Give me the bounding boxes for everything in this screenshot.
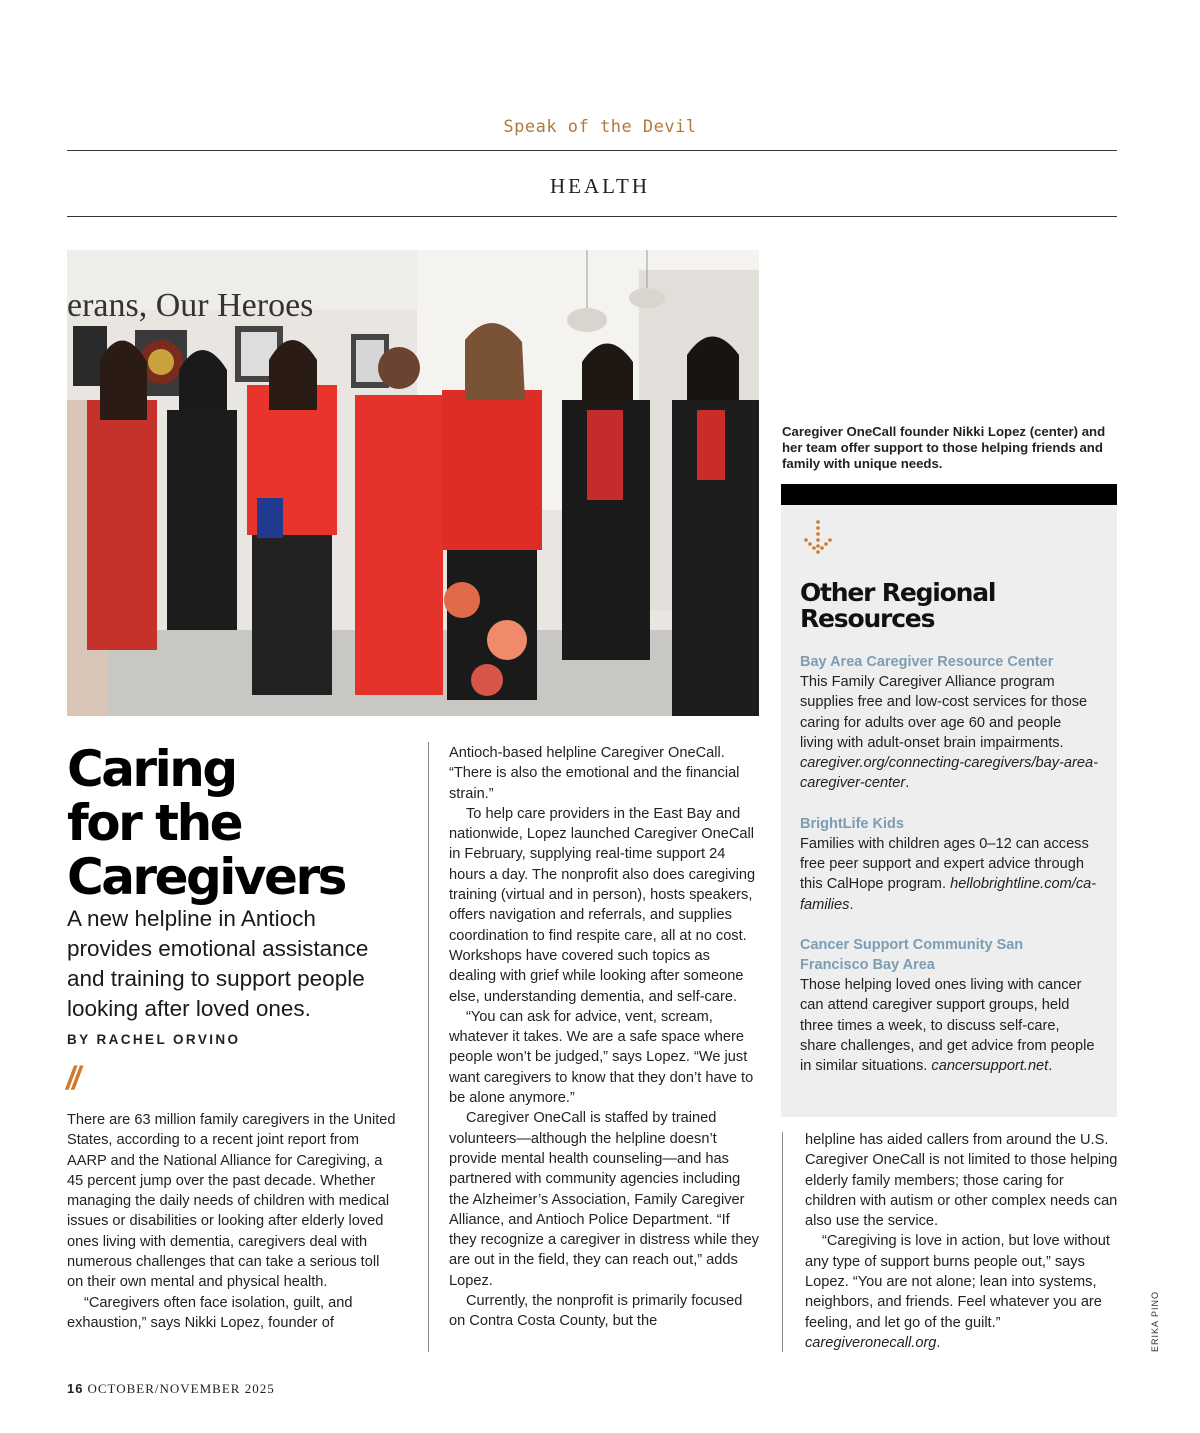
resource-item: [800, 814, 1098, 915]
byline: BY RACHEL ORVINO: [67, 1032, 241, 1047]
section-label: HEALTH: [549, 174, 651, 198]
article-link[interactable]: caregiveronecall.org: [805, 1334, 937, 1351]
article-column-2: [449, 743, 759, 1332]
photo-wall-text: erans, Our Heroes: [67, 287, 314, 324]
photo-credit: ERIKA PINO: [1150, 1290, 1160, 1352]
article-headline: Caring for the Caregivers: [67, 740, 345, 906]
resource-name: Cancer Support Community San Francisco Bay Area: [800, 936, 1024, 973]
article-column-1: [67, 1110, 397, 1333]
resource-description: Families with children ages 0–12 can access free peer support and expert advice through this CalHope program. hellobrightline.com/ca-families.: [800, 835, 1097, 913]
paragraph: There are 63 million family caregivers in the United States, according to a recent joint report from AARP and the National Alliance for Caregiving, a 45 percent jump over the past decade. Whether managing the daily needs of children with medical issues or disabilities or looking after elderly loved ones living with dementia, caregivers deal with numerous challenges that can take a serious toll on their own mental and physical health.: [67, 1112, 396, 1291]
dotted-arrow-down-icon: [802, 519, 834, 559]
resource-link[interactable]: cancersupport.net: [931, 1058, 1049, 1075]
slashes-ornament: //: [66, 1060, 78, 1096]
resource-link[interactable]: caregiver.org/connecting-caregivers/bay-area-caregiver-center: [800, 755, 1098, 792]
sidebar-top-bar: [781, 484, 1117, 505]
sidebar-title: Other Regional Resources: [800, 578, 996, 633]
article-column-3: helpline has aided callers from around the U.S. Caregiver OneCall is not limited to those helping elderly family members; those caring for children with autism or other complex needs can also use the service. “Caregiving is love in action, but love without any type of support burns people out,” says Lopez. “You are not alone; lean into systems, neighbors, and friends. Feel whatever you are feeling, and let go of the guilt.” caregiveronecall.org.: [805, 1132, 1118, 1351]
resource-description: This Family Caregiver Alliance program supplies free and low-cost services for those caring for adults over age 60 and people living with adult-onset brain impairments. caregiver.org/connecting-caregivers/bay-area-caregiver-center.: [800, 674, 1098, 792]
resource-item: [800, 935, 1098, 1076]
paragraph: helpline has aided callers from around the U.S. Caregiver OneCall is not limited to those helping elderly family members; those caring for children with autism or other complex needs can also use the service.: [805, 1132, 1118, 1230]
paragraph: Antioch-based helpline Caregiver OneCall. “There is also the emotional and the financial strain.”: [449, 745, 740, 802]
page-number: 16: [67, 1381, 84, 1396]
column-divider: [428, 742, 429, 1352]
resources-sidebar: [781, 505, 1117, 1117]
section-rule: [67, 216, 1117, 217]
article-dek: A new helpline in Antioch provides emotional assistance and training to support people looking after loved ones.: [67, 906, 369, 1021]
resource-name: Bay Area Caregiver Resource Center: [800, 654, 1054, 670]
paragraph: Caregiver OneCall is staffed by trained volunteers—although the helpline doesn’t provide mental health counseling—and has partnered with community agencies including the Alzheimer’s Association, Family Caregiver Alliance, and Antioch Police Department. “If they recognize a caregiver in distress while they are out in the field, they can reach out,” adds Lopez.: [449, 1110, 759, 1289]
issue-date: OCTOBER/NOVEMBER 2025: [87, 1381, 275, 1396]
column-divider: [782, 1132, 783, 1352]
resource-name: BrightLife Kids: [800, 815, 904, 832]
folio: [67, 1381, 275, 1397]
team-photo: [67, 250, 759, 716]
kicker: Speak of the Devil: [503, 117, 697, 137]
paragraph: “Caregivers often face isolation, guilt, and exhaustion,” says Nikki Lopez, founder of: [67, 1294, 353, 1331]
resource-link[interactable]: hellobrightline.com/ca-families: [800, 876, 1097, 913]
resource-description: Those helping loved ones living with cancer can attend caregiver support groups, held three times a week, to discuss self-care, share challenges, and get advice from people in similar situations. cancersupport.net.: [800, 976, 1095, 1075]
paragraph: “Caregiving is love in action, but love without any type of support burns people out,” says Lopez. “You are not alone; lean into systems, neighbors, and friends. Feel whatever you are feeling, and let go of the guilt.”: [805, 1233, 1110, 1331]
paragraph: “You can ask for advice, vent, scream, whatever it takes. We are a safe space where people won’t be judged,” says Lopez. “We just want caregivers to know that they don’t have to be alone anymore.”: [449, 1008, 754, 1107]
resource-item: [800, 652, 1098, 794]
top-rule: [67, 150, 1117, 151]
photo-caption: Caregiver OneCall founder Nikki Lopez (center) and her team offer support to those helping friends and family with unique needs.: [782, 424, 1106, 471]
paragraph: Currently, the nonprofit is primarily focused on Contra Costa County, but the: [449, 1293, 743, 1330]
paragraph: To help care providers in the East Bay and nationwide, Lopez launched Caregiver OneCall in February, supplying real-time support 24 hours a day. The nonprofit also does caregiving training (virtual and in person), hosts speakers, offers navigation and referrals, and supplies coordination to find respite care, all at no cost. Workshops have covered such topics as dealing with grief while looking after someone else, understanding dementia, and self-care.: [449, 805, 756, 1005]
